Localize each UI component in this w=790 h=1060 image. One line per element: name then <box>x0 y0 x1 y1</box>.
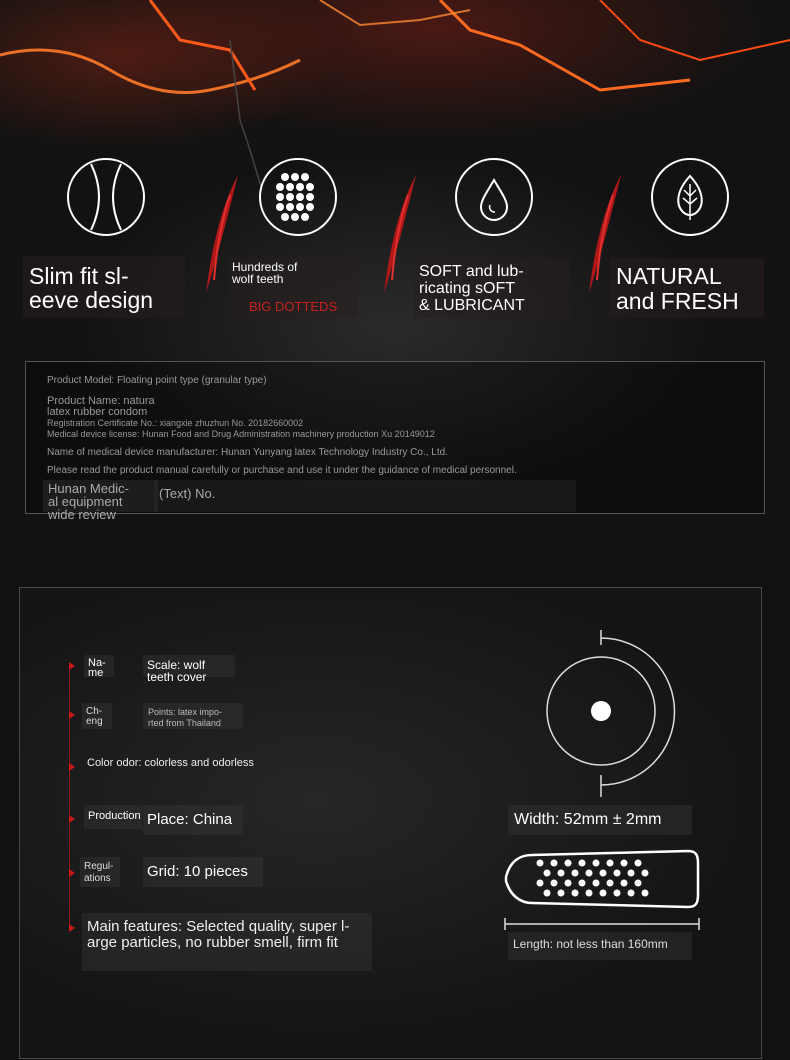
feature-natural-fresh <box>610 258 764 318</box>
product-info-box <box>25 361 765 522</box>
timeline-marker <box>69 662 75 670</box>
width-label-box <box>508 805 692 835</box>
ball-icon <box>67 158 145 236</box>
spec-value: Main features: Selected quality, super l- arge particles, no rubber smell, firm fit <box>87 918 350 951</box>
width-label: Width: 52mm ± 2mm <box>514 811 662 828</box>
timeline-marker <box>69 869 75 877</box>
timeline-line <box>69 665 70 930</box>
length-label: Length: not less than 160mm <box>513 937 668 951</box>
device-license: Medical device license: Hunan Food and Drug Administration machinery production Xu 20149012 <box>47 429 435 439</box>
spec-value-box <box>143 655 235 684</box>
length-label-box <box>508 932 692 960</box>
feature-label: Hundreds of wolf teeth <box>232 260 298 286</box>
spec-label-box <box>84 655 114 677</box>
spec-value: Color odor: colorless and odorless <box>87 757 254 769</box>
product-side-view <box>502 843 702 915</box>
timeline-marker <box>69 763 75 771</box>
feature-slim-fit <box>23 256 185 318</box>
feature-label: NATURAL and FRESH <box>616 263 739 314</box>
spec-label-box <box>84 805 142 829</box>
length-bracket <box>504 916 700 932</box>
timeline-marker <box>69 924 75 932</box>
review-value-box <box>154 480 576 512</box>
spec-value: Place: China <box>147 811 233 828</box>
spec-value-box <box>143 805 243 835</box>
feature-label: SOFT and lub- ricating sOFT & LUBRICANT <box>419 263 525 314</box>
spec-value: Points: latex impo- rted from Thailand <box>148 707 223 728</box>
product-model: Product Model: Floating point type (granular type) <box>47 375 267 386</box>
spec-value: Grid: 10 pieces <box>147 863 248 880</box>
spec-label: Production <box>88 810 141 822</box>
spec-label-box <box>80 857 120 887</box>
cross-section-diagram <box>540 625 680 805</box>
manufacturer: Name of medical device manufacturer: Hunan Yunyang latex Technology Industry Co., Ltd. <box>47 447 448 458</box>
timeline-marker <box>69 711 75 719</box>
feature-sub-label: BIG DOTTEDS <box>249 299 338 314</box>
registration-certificate: Registration Certificate No.: xiangxie zhuzhun No. 20182660002 <box>47 418 304 428</box>
drop-icon <box>455 158 533 236</box>
review-label-box <box>43 480 158 522</box>
spec-label-box <box>82 703 112 729</box>
feature-label: Slim fit sl- eeve design <box>29 263 154 313</box>
spec-value-box <box>82 913 372 971</box>
spec-label: Ch- eng <box>86 706 103 727</box>
spec-label: Regul- ations <box>84 861 114 884</box>
feature-soft-lubricant <box>414 258 570 318</box>
usage-notice: Please read the product manual carefully or purchase and use it under the guidance of medical personnel. <box>47 465 517 476</box>
spec-value: Scale: wolf teeth cover <box>147 658 207 684</box>
spec-value-box <box>143 703 243 729</box>
feature-wolf-teeth <box>228 258 358 318</box>
timeline-marker <box>69 815 75 823</box>
spec-value-box <box>143 857 263 887</box>
review-label: Hunan Medic- al equipment wide review <box>48 481 129 522</box>
review-value: (Text) No. <box>159 486 216 501</box>
dots-icon <box>259 158 337 236</box>
product-name: Product Name: natura latex rubber condom <box>47 395 155 418</box>
spec-label: Na- me <box>88 657 106 679</box>
leaf-icon <box>651 158 729 236</box>
